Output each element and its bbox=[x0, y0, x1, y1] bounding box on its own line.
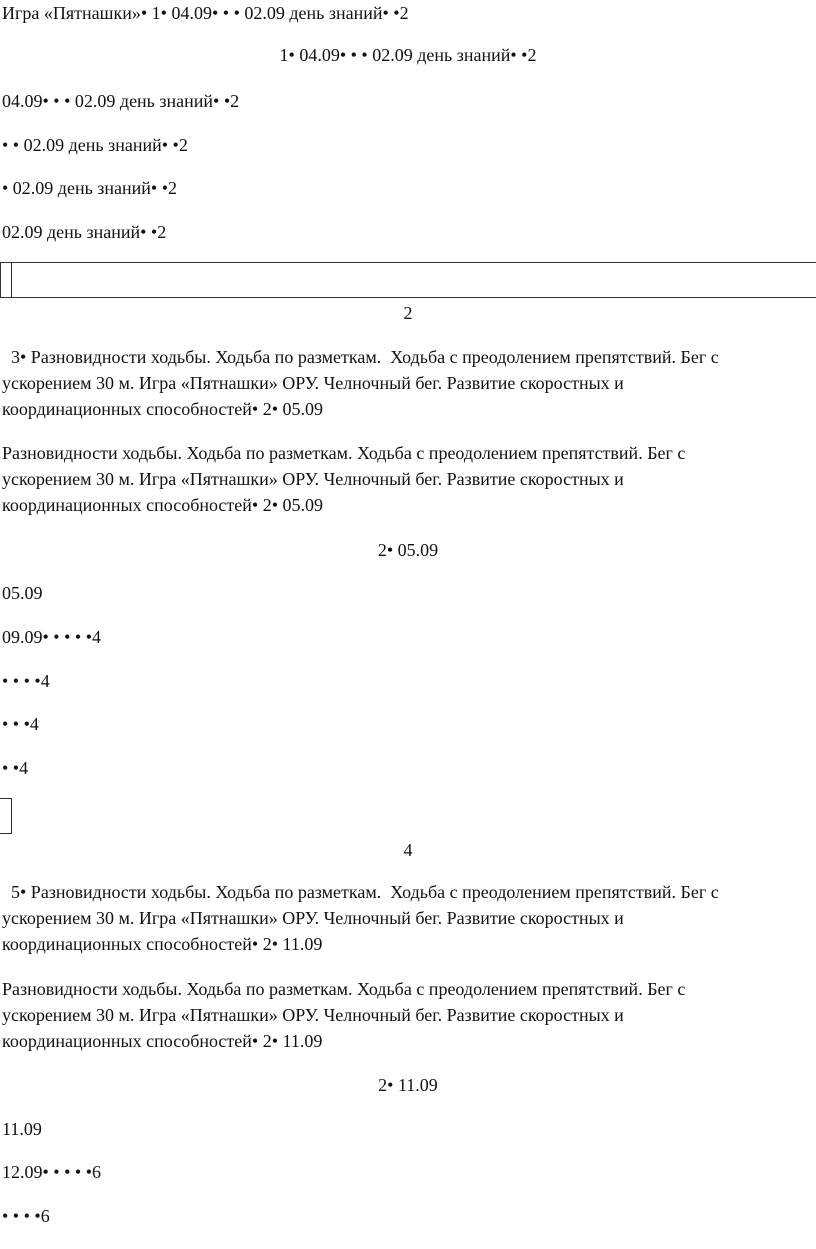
paragraph-3a bbox=[2, 344, 814, 422]
text-line-5d: 11.09 bbox=[2, 1119, 42, 1139]
table-cell-left bbox=[0, 263, 12, 297]
text-line-3e: 09.09• • • • •4 bbox=[2, 627, 102, 647]
paragraph-line: ускорением 30 м. Игра «Пятнашки» ОРУ. Челночный бег. Развитие скоростных и bbox=[2, 373, 624, 393]
text-line-3c: 2• 05.09 bbox=[377, 540, 439, 560]
paragraph-line: ускорением 30 м. Игра «Пятнашки» ОРУ. Челночный бег. Развитие скоростных и bbox=[2, 1005, 624, 1025]
text-line-5e: 12.09• • • • •6 bbox=[2, 1162, 102, 1182]
text-line-6: 02.09 день знаний• •2 bbox=[2, 222, 167, 242]
paragraph-line: координационных способностей• 2• 11.09 bbox=[2, 1031, 323, 1051]
text-line-3d: 05.09 bbox=[2, 583, 43, 603]
paragraph-line: ускорением 30 м. Игра «Пятнашки» ОРУ. Челночный бег. Развитие скоростных и bbox=[2, 469, 624, 489]
table-frame bbox=[0, 262, 816, 298]
paragraph-line: 5• Разновидности ходьбы. Ходьба по разметкам. Ходьба с преодолением препятствий. Бег с bbox=[2, 882, 719, 902]
paragraph-line: Разновидности ходьбы. Ходьба по разметкам. Ходьба с преодолением препятствий. Бег с bbox=[2, 979, 686, 999]
text-line-5f: • • • •6 bbox=[2, 1206, 50, 1226]
page-number-2: 2 bbox=[403, 303, 413, 323]
text-line-3g: • • •4 bbox=[2, 714, 39, 734]
text-line-3: 04.09• • • 02.09 день знаний• •2 bbox=[2, 91, 240, 111]
text-line-2: 1• 04.09• • • 02.09 день знаний• •2 bbox=[279, 45, 537, 65]
paragraph-line: координационных способностей• 2• 11.09 bbox=[2, 934, 323, 954]
paragraph-line: координационных способностей• 2• 05.09 bbox=[2, 399, 324, 419]
table-frame-small bbox=[0, 798, 12, 834]
text-line-3f: • • • •4 bbox=[2, 671, 50, 691]
text-line-5c: 2• 11.09 bbox=[378, 1075, 438, 1095]
paragraph-line: ускорением 30 м. Игра «Пятнашки» ОРУ. Челночный бег. Развитие скоростных и bbox=[2, 908, 624, 928]
page-number-4: 4 bbox=[403, 840, 413, 860]
paragraph-5a bbox=[2, 879, 814, 957]
paragraph-5b bbox=[2, 976, 814, 1054]
text-line-4: • • 02.09 день знаний• •2 bbox=[2, 135, 188, 155]
text-line-3h: • •4 bbox=[2, 758, 29, 778]
paragraph-line: координационных способностей• 2• 05.09 bbox=[2, 495, 324, 515]
text-line-5: • 02.09 день знаний• •2 bbox=[2, 178, 178, 198]
text-line-1: Игра «Пятнашки»• 1• 04.09• • • 02.09 день знаний• •2 bbox=[2, 3, 409, 23]
paragraph-line: Разновидности ходьбы. Ходьба по разметкам. Ходьба с преодолением препятствий. Бег с bbox=[2, 443, 686, 463]
paragraph-line: 3• Разновидности ходьбы. Ходьба по разметкам. Ходьба с преодолением препятствий. Бег с bbox=[2, 347, 719, 367]
paragraph-3b bbox=[2, 440, 814, 518]
